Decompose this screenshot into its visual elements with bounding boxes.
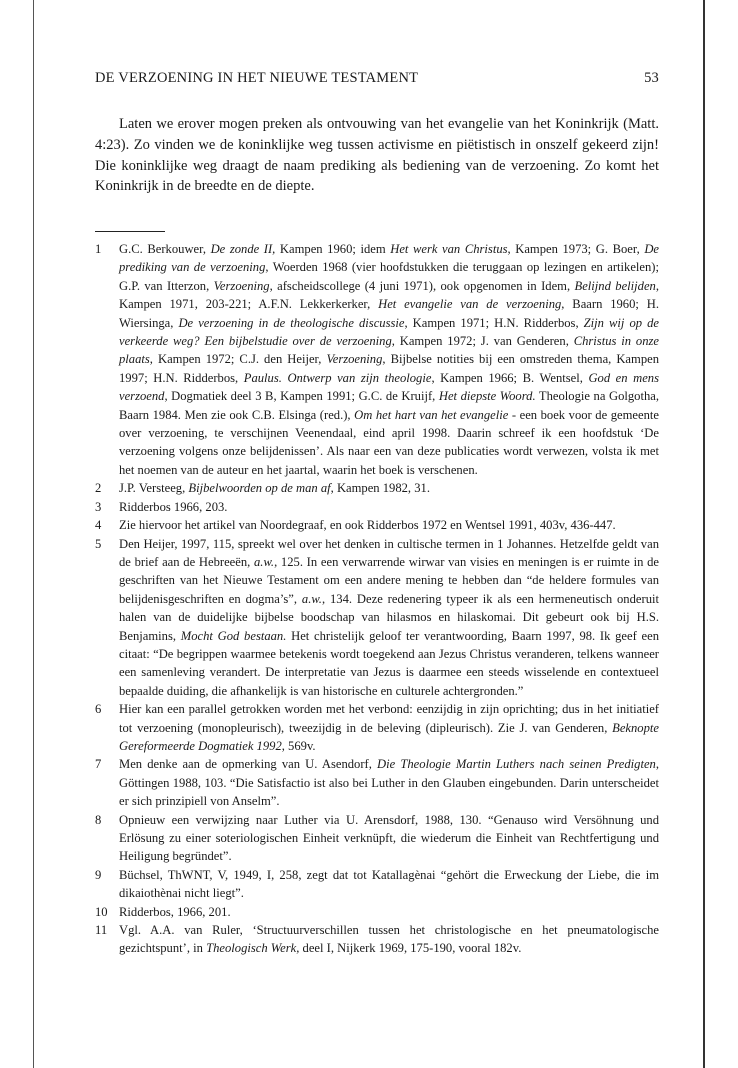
footnote-text	[119, 811, 659, 866]
footnote-text-run: , Kampen 1973; G. Boer,	[507, 242, 645, 256]
footnote-text-run: , afscheidscollege (4 juni 1971), ook opgenomen in Idem,	[269, 278, 575, 293]
footnote-title-italic: Die Theologie Martin Luthers nach seinen Predigten	[377, 757, 656, 772]
footnote-title-italic: Paulus. Ontwerp van zijn theologie	[243, 370, 432, 385]
footnote-8	[95, 811, 659, 866]
footnote-title-italic: De zonde II,	[210, 242, 276, 256]
footnote-text	[119, 903, 659, 921]
footnote-text	[119, 498, 659, 516]
footnote-list	[95, 240, 659, 958]
footnote-7	[95, 755, 659, 810]
footnote-text	[119, 240, 659, 479]
footnote-title-italic: Bijbelwoorden op de man af	[188, 481, 331, 496]
scan-edge-left	[33, 0, 34, 1068]
footnote-number: 5	[95, 536, 102, 551]
footnote-separator	[95, 231, 165, 232]
footnote-title-italic: a.w.	[301, 591, 322, 606]
footnote-text-run: Kampen 1960; idem	[275, 242, 391, 256]
footnote-text-run: J.P. Versteeg,	[119, 481, 189, 496]
running-header	[95, 70, 659, 87]
footnote-title-italic: Beknopte Gereformeerde Dogmatiek 1992	[119, 720, 659, 753]
footnote-text	[119, 921, 659, 958]
footnote-number: 10	[95, 904, 108, 919]
footnote-text	[119, 700, 659, 755]
footnote-title-italic: De verzoening in de theologische discussie	[178, 315, 405, 330]
footnote-text-run: , 569v.	[281, 738, 316, 753]
footnote-text-run: Zie hiervoor het artikel van Noordegraaf, en ook Ridderbos 1972 en Wentsel 1991, 403v, 436-447.	[119, 518, 616, 533]
footnote-number: 1	[95, 242, 102, 256]
footnote-text-run: Ridderbos 1966, 203.	[119, 499, 228, 514]
footnote-6	[95, 700, 659, 755]
footnote-text	[119, 755, 659, 810]
footnote-9	[95, 866, 659, 903]
footnote-text-run: Het christelijk geloof ter verantwoording, Baarn 1997, 98. Ik geef een citaat: “De begrippen waarmee betekenis wordt toegekend aan Jezus Christus veranderen, telkens wanneer een samenleving verandert. De interpretatie van Jezus is daarmee een steeds wisselende en contextueel bepaalde duiding, die afhankelijk is van historische en culturele achtergronden.”	[119, 628, 660, 698]
footnote-title-italic: a.w.	[254, 554, 275, 569]
footnote-title-italic: De prediking van de verzoening	[119, 242, 659, 275]
footnote-text-run: Den Heijer, 1997, 115, spreekt wel over het denken in cultische termen in 1 Johannes. Hetzelfde geldt van de brief aan de Hebreeën,	[119, 536, 659, 569]
footnote-text-run: Hier kan een parallel getrokken worden met het verbond: eenzijdig in zijn oprichting; dus in het initiatief tot verzoening (monopleurisch), tweezijdig in de beleving (dipleurisch). Zie J. van Genderen,	[119, 702, 659, 735]
footnote-title-italic: Verzoening	[326, 352, 383, 367]
footnote-text-run: , Kampen 1972; J. van Genderen,	[391, 334, 574, 349]
footnote-number: 7	[95, 757, 102, 772]
footnote-title-italic: Mocht God bestaan.	[180, 628, 287, 643]
footnote-5	[95, 535, 659, 701]
footnote-number: 3	[95, 499, 102, 514]
footnote-text-run: G.C. Berkouwer,	[119, 242, 211, 256]
page-number: 53	[644, 70, 659, 86]
footnote-number: 9	[95, 867, 102, 882]
footnote-1	[95, 240, 659, 479]
footnote-text-run: deel I, Nijkerk 1969, 175-190, vooral 182v.	[299, 941, 522, 956]
footnote-text	[119, 479, 659, 497]
footnote-text-run: , Kampen 1972; C.J. den Heijer,	[149, 352, 327, 367]
footnote-number: 4	[95, 518, 102, 533]
footnote-text-run: , Kampen 1982, 31.	[330, 481, 430, 496]
footnote-2	[95, 479, 659, 497]
footnote-title-italic: Het diepste Woord.	[438, 389, 536, 404]
footnote-text-run: , Kampen 1966; B. Wentsel,	[431, 370, 589, 385]
footnote-title-italic: Het werk van Christus	[390, 242, 508, 256]
footnote-text-run: , Kampen 1971, 203-221; A.F.N. Lekkerkerker,	[119, 278, 659, 312]
footnote-text-run: , Göttingen 1988, 103. “Die Satisfactio ist also bei Luther in den Glauben eingebunden. Darin unterscheidet er sich prinzipiell von Anselm”.	[119, 757, 659, 809]
footnote-text-run: Vgl. A.A. van Ruler, ‘Structuurverschillen tussen het christologische en het pneumatologische gezichtspunt’, in	[119, 923, 659, 956]
footnote-number: 2	[95, 481, 102, 496]
footnote-11	[95, 921, 659, 958]
footnote-title-italic: God en mens verzoend	[119, 370, 660, 404]
footnote-title-italic: Theologisch Werk,	[206, 941, 300, 956]
footnote-text-run: , Baarn 1960; H. Wiersinga,	[119, 297, 659, 330]
footnote-number: 8	[95, 812, 102, 827]
footnote-text-run: - een boek voor de gemeente over verzoening, te verschijnen Veenendaal, eind april 1998. Daarin schreef ik een hoofdstuk ‘De verzoening volgens onze belijdenissen’. Als naar een van deze publicaties wordt verwezen, volsta ik met het noemen van de auteur en het jaartal, waarin het boek is verschenen.	[119, 407, 659, 477]
footnote-text-run: Theologie na Golgotha, Baarn 1984. Men zie ook C.B. Elsinga (red.),	[119, 389, 659, 422]
footnote-text-run: , 125. In een verwarrende wirwar van visies en meningen is er ruimte in de geschriften van het Nieuwe Testament om een andere mening te hebben dan “de heldere formules van belijdenisgeschriften en dogma’s”,	[119, 554, 660, 606]
footnote-title-italic: Belijnd belijden	[574, 278, 656, 293]
footnote-title-italic: Om het hart van het evangelie	[354, 407, 509, 422]
footnote-text-run: , Dogmatiek deel 3 B, Kampen 1991; G.C. de Kruijf,	[164, 389, 439, 404]
body-paragraph: Laten we erover mogen preken als ontvouwing van het evangelie van het Koninkrijk (Matt. 4:23). Zo vinden we de koninklijke weg tussen activisme en piëtistisch in onszelf gekeerd zijn! Die koninklijke weg draagt de naam prediking als bediening van de verzoening. Zo komt het Koninkrijk in de breedte en de diepte.	[95, 116, 659, 195]
footnote-text-run: Opnieuw een verwijzing naar Luther via U. Arensdorf, 1988, 130. “Genauso wird Versöhnung und Erlösung zu einer soteriologischen Einheit verknüpft, die wiederum die Einheit van Rechtfertigung und Heiligung begründet”.	[119, 812, 659, 864]
footnote-text	[119, 516, 659, 534]
footnote-text-run: Men denke aan de opmerking van U. Asendorf,	[119, 757, 378, 772]
scan-edge-right	[703, 0, 705, 1068]
footnote-10	[95, 903, 659, 921]
footnote-text	[119, 866, 659, 903]
footnote-number: 6	[95, 702, 102, 717]
footnote-text-run: , Woerden 1968 (vier hoofdstukken die teruggaan op lezingen en artikelen); G.P. van Itterzon,	[119, 260, 659, 293]
footnote-text	[119, 535, 659, 701]
footnote-text-run: , Bijbelse notities bij een omstreden thema, Kampen 1997; H.N. Ridderbos,	[119, 352, 660, 385]
footnote-4	[95, 516, 659, 534]
footnote-text-run: Ridderbos, 1966, 201.	[119, 904, 231, 919]
footnote-title-italic: Het evangelie van de verzoening	[378, 297, 562, 312]
footnote-text-run: Büchsel, ThWNT, V, 1949, I, 258, zegt dat tot Katallagènai “gehört die Erweckung der Liebe, die im dikaiothènai nicht liegt”.	[119, 867, 659, 901]
footnote-title-italic: Zijn wij op de verkeerde weg? Een bijbelstudie over de verzoening	[119, 315, 660, 349]
footnote-title-italic: Christus in onze plaats	[119, 334, 659, 367]
footnote-3	[95, 498, 659, 516]
footnote-number: 11	[95, 923, 108, 938]
footnote-text-run: , 134. Deze redenering typeer ik als een hermeneutisch onderuit halen van de duidelijke bijbelse boodschap van hilasmos en hilaskomai. Dit gebeurt ook bij H.S. Benjamins,	[119, 591, 659, 643]
footnote-title-italic: Verzoening	[213, 278, 270, 293]
header-title: DE VERZOENING IN HET NIEUWE TESTAMENT	[95, 70, 419, 86]
footnote-text-run: , Kampen 1971; H.N. Ridderbos,	[404, 315, 584, 330]
